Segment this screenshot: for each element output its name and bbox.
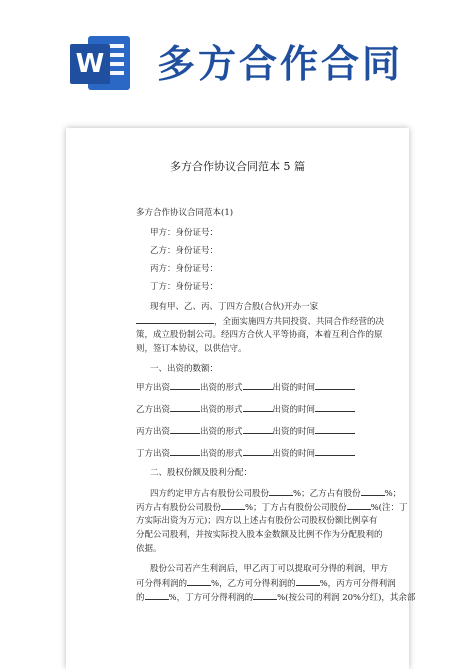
section-title: 多方合作协议合同范本(1) — [136, 208, 234, 218]
equity-line-1: 四方约定甲方占有股份公司股份 %；乙方占有股份 %； — [150, 486, 401, 499]
capital-row: 甲方出资 出资的形式 出资的时间 — [136, 380, 355, 393]
company-name-blank — [136, 314, 214, 324]
party-line-a: 甲方：身份证号： — [150, 228, 219, 238]
intro-line-1: 现有甲、乙、丙、丁四方合股(合伙)开办一家 — [150, 302, 319, 312]
profit-line-3: 的 %，丁方可分得利润的 %(按公司的利润 20%分红)，其余部 — [136, 590, 415, 603]
profit-line-1: 股份公司若产生利润后，甲乙丙丁可以提取可分得的利润，甲方 — [150, 564, 389, 574]
equity-line-5: 依据。 — [136, 544, 162, 554]
intro-line-4: 则，签订本协议，以供信守。 — [136, 344, 247, 354]
word-icon-letter: W — [70, 44, 110, 84]
equity-line-3: 方实际出资为万元)；四方以上述占有股份公司股权份额比例享有 — [136, 516, 378, 526]
heading-capital: 一、出资的数额： — [150, 364, 219, 374]
intro-line-3: 策，成立股份制公司。经四方合伙人平等协商，本着互利合作的原 — [136, 330, 383, 340]
party-line-d: 丁方：身份证号： — [150, 282, 219, 292]
document-title: 多方合作协议合同范本 5 篇 — [170, 160, 305, 173]
word-document-icon — [70, 36, 130, 90]
header-banner — [0, 0, 474, 112]
capital-row: 丙方出资 出资的形式 出资的时间 — [136, 424, 355, 437]
party-line-b: 乙方：身份证号： — [150, 246, 219, 256]
intro-line-2: ，全面实施四方共同投资、共同合作经营的决 — [136, 314, 384, 327]
equity-line-2: 丙方占有股份公司股份 %；丁方占有股份公司股份 %(注：丁 — [136, 500, 408, 513]
profit-line-2: 可分得利润的 %，乙方可分得利润的 %，丙方可分得利润 — [136, 576, 396, 589]
heading-equity: 二、股权份额及股利分配： — [150, 468, 253, 478]
equity-line-4: 分配公司股利，并按实际投入股本金数额及比例不作为分配股利的 — [136, 530, 383, 540]
capital-row: 丁方出资 出资的形式 出资的时间 — [136, 446, 355, 459]
banner-title: 多方合作合同 — [157, 42, 404, 86]
document-page — [66, 128, 416, 669]
capital-row: 乙方出资 出资的形式 出资的时间 — [136, 402, 355, 415]
party-line-c: 丙方：身份证号： — [150, 264, 219, 274]
